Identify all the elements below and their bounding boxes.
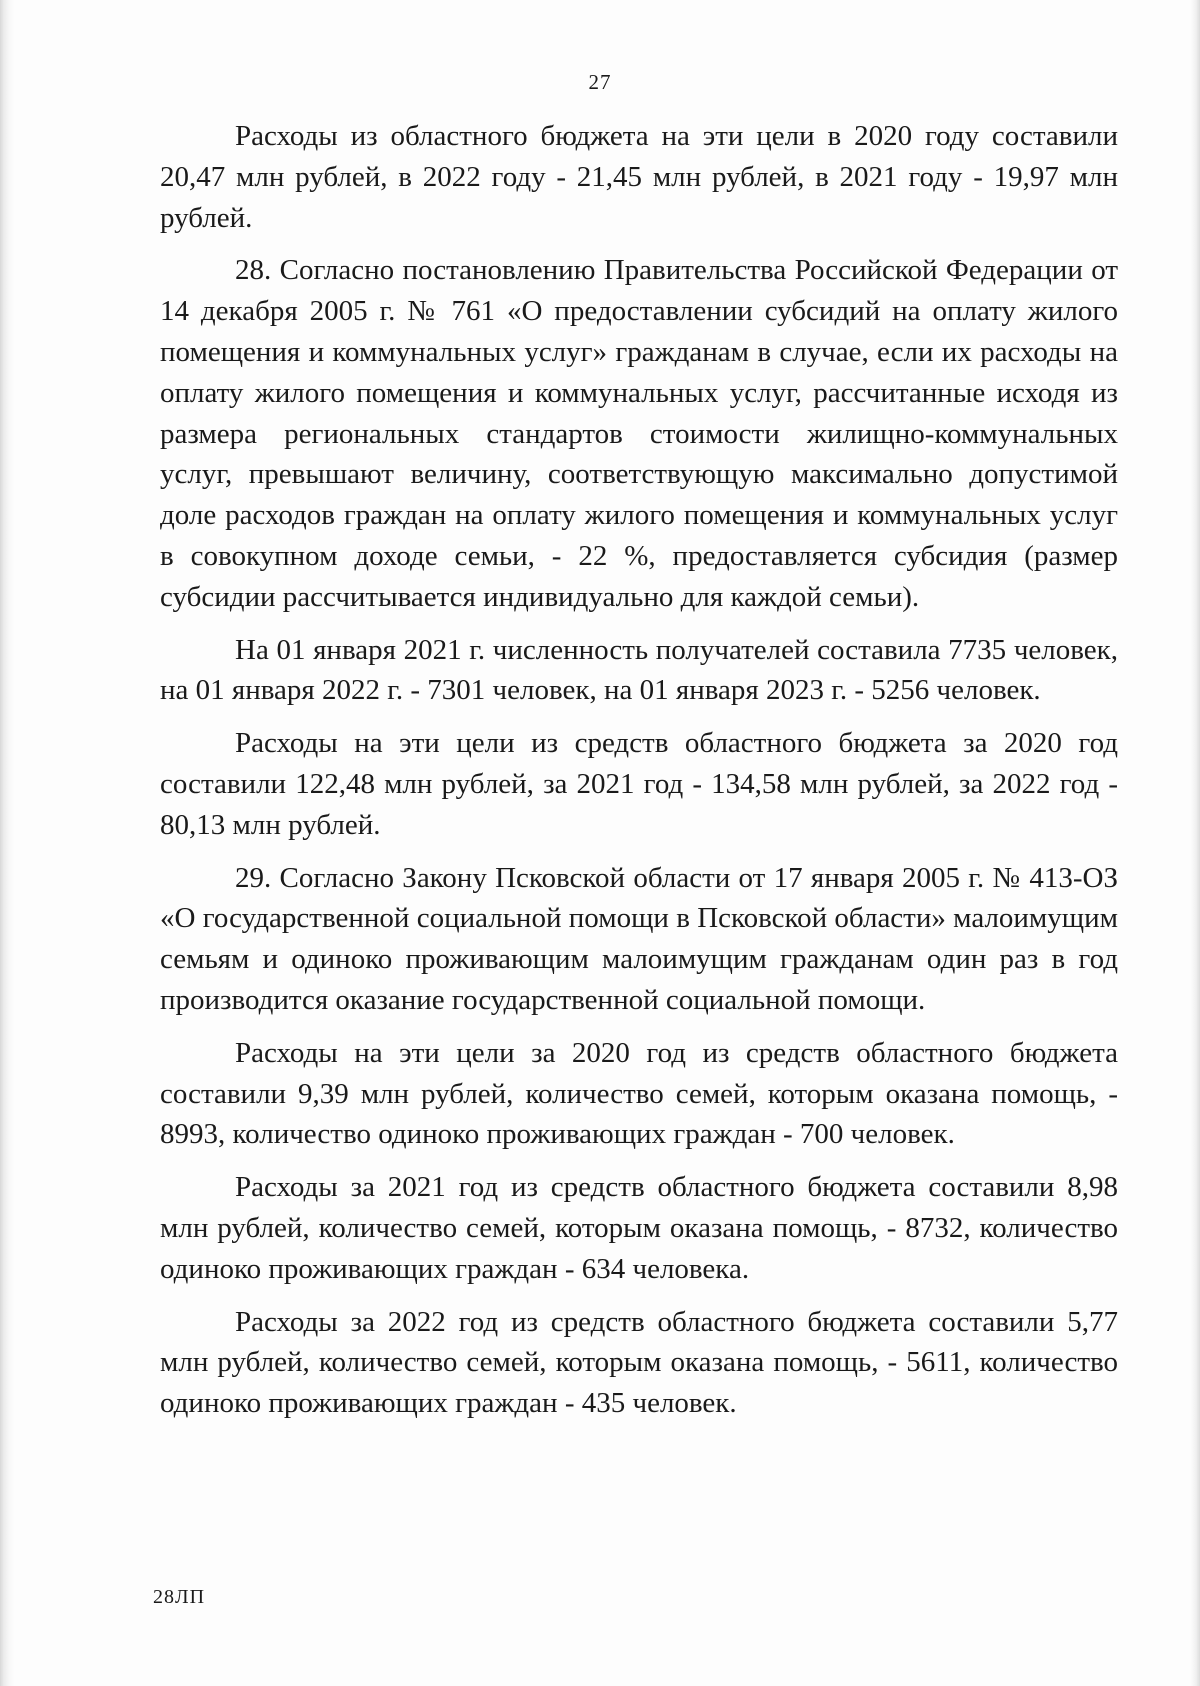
paragraph: Расходы на эти цели за 2020 год из средств областного бюджета составили 9,39 млн рублей, количество семей, которым оказана помощь, - 8993, количество одиноко проживающих граждан - 700 человек.	[160, 1036, 1118, 1151]
paragraph: 29. Согласно Закону Псковской области от 17 января 2005 г. № 413-ОЗ «О государственной социальной помощи в Псковской области» малоимущим семьям и одиноко проживающим малоимущим гражданам один раз в год производится оказание государственной социальной помощи.	[160, 861, 1118, 1016]
paragraph: Расходы на эти цели из средств областного бюджета за 2020 год составили 122,48 млн рублей, за 2021 год - 134,58 млн рублей, за 2022 год - 80,13 млн рублей.	[160, 727, 1118, 841]
paragraph: 28. Согласно постановлению Правительства Российской Федерации от 14 декабря 2005 г. № 761 «О предоставлении субсидий на оплату жилого помещения и коммунальных услуг» гражданам в случае, если их расходы на оплату жилого помещения и коммунальных услуг, рассчитанные исходя из размера региональных стандартов стоимости жилищно-коммунальных услуг, превышают величину, соответствующую максимально допустимой доле расходов граждан на оплату жилого помещения и коммунальных услуг в совокупном доходе семьи, - 22 %, предоставляется субсидия (размер субсидии рассчитывается индивидуально для каждой семьи).	[160, 254, 1118, 613]
footer-code: 28ЛП	[153, 1586, 206, 1608]
paragraph: Расходы за 2022 год из средств областного бюджета составили 5,77 млн рублей, количество семей, которым оказана помощь, - 5611, количество одиноко проживающих граждан - 435 человек.	[160, 1305, 1118, 1420]
paragraph: Расходы за 2021 год из средств областного бюджета составили 8,98 млн рублей, количество семей, которым оказана помощь, - 8732, количество одиноко проживающих граждан - 634 человека.	[160, 1171, 1118, 1285]
page-number-text: 27	[588, 70, 612, 94]
paragraph: Расходы из областного бюджета на эти цели в 2020 году составили 20,47 млн рублей, в 2022 году - 21,45 млн рублей, в 2021 году - 19,97 млн рублей.	[160, 120, 1118, 234]
document-body	[160, 116, 1118, 1436]
scan-edge-right	[1190, 0, 1200, 1686]
paragraph: На 01 января 2021 г. численность получателей составила 7735 человек, на 01 января 2022 г. - 7301 человек, на 01 января 2023 г. - 5256 человек.	[160, 633, 1118, 707]
page-number	[0, 70, 1200, 95]
scan-edge-left	[0, 0, 14, 1686]
